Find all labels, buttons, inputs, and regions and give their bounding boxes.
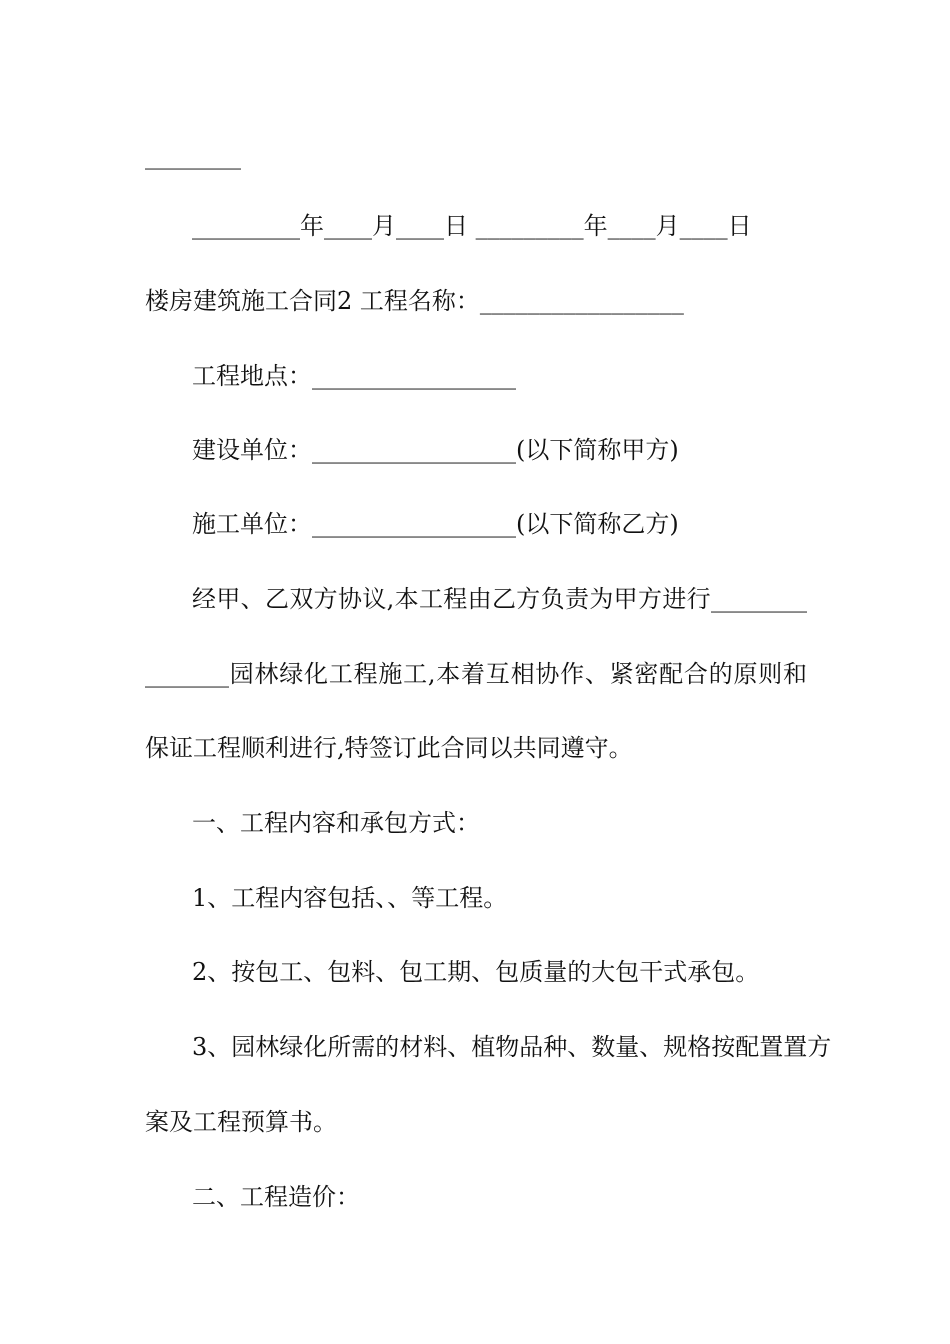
clause-3-line-2: 案及工程预算书。 bbox=[145, 1108, 337, 1136]
builder-unit-field: 施工单位：_________________(以下简称乙方) bbox=[192, 510, 679, 538]
clause-2: 2、按包工、包料、包工期、包质量的大包干式承包。 bbox=[192, 958, 760, 986]
agreement-paragraph-line-1: 经甲、乙双方协议,本工程由乙方负责为甲方进行________ bbox=[192, 585, 807, 613]
section-heading-2: 二、工程造价： bbox=[192, 1183, 360, 1211]
agreement-paragraph-line-2: _______园林绿化工程施工,本着互相协作、紧密配合的原则和 bbox=[145, 660, 807, 688]
section-heading-1: 一、工程内容和承包方式： bbox=[192, 809, 480, 837]
signature-blank: ________ bbox=[145, 142, 241, 170]
agreement-paragraph-line-3: 保证工程顺利进行,特签订此合同以共同遵守。 bbox=[145, 734, 633, 762]
contract-title-and-project-name: 楼房建筑施工合同2 工程名称：_________________ bbox=[145, 287, 684, 315]
date-line: _________年____月____日 _________年____月____日 bbox=[192, 212, 752, 240]
clause-1: 1、工程内容包括、、等工程。 bbox=[192, 884, 508, 912]
clause-3-line-1: 3、园林绿化所需的材料、植物品种、数量、规格按配置置方 bbox=[192, 1033, 832, 1061]
construction-unit-field: 建设单位：_________________(以下简称甲方) bbox=[192, 436, 679, 464]
project-location-field: 工程地点：_________________ bbox=[192, 362, 516, 390]
